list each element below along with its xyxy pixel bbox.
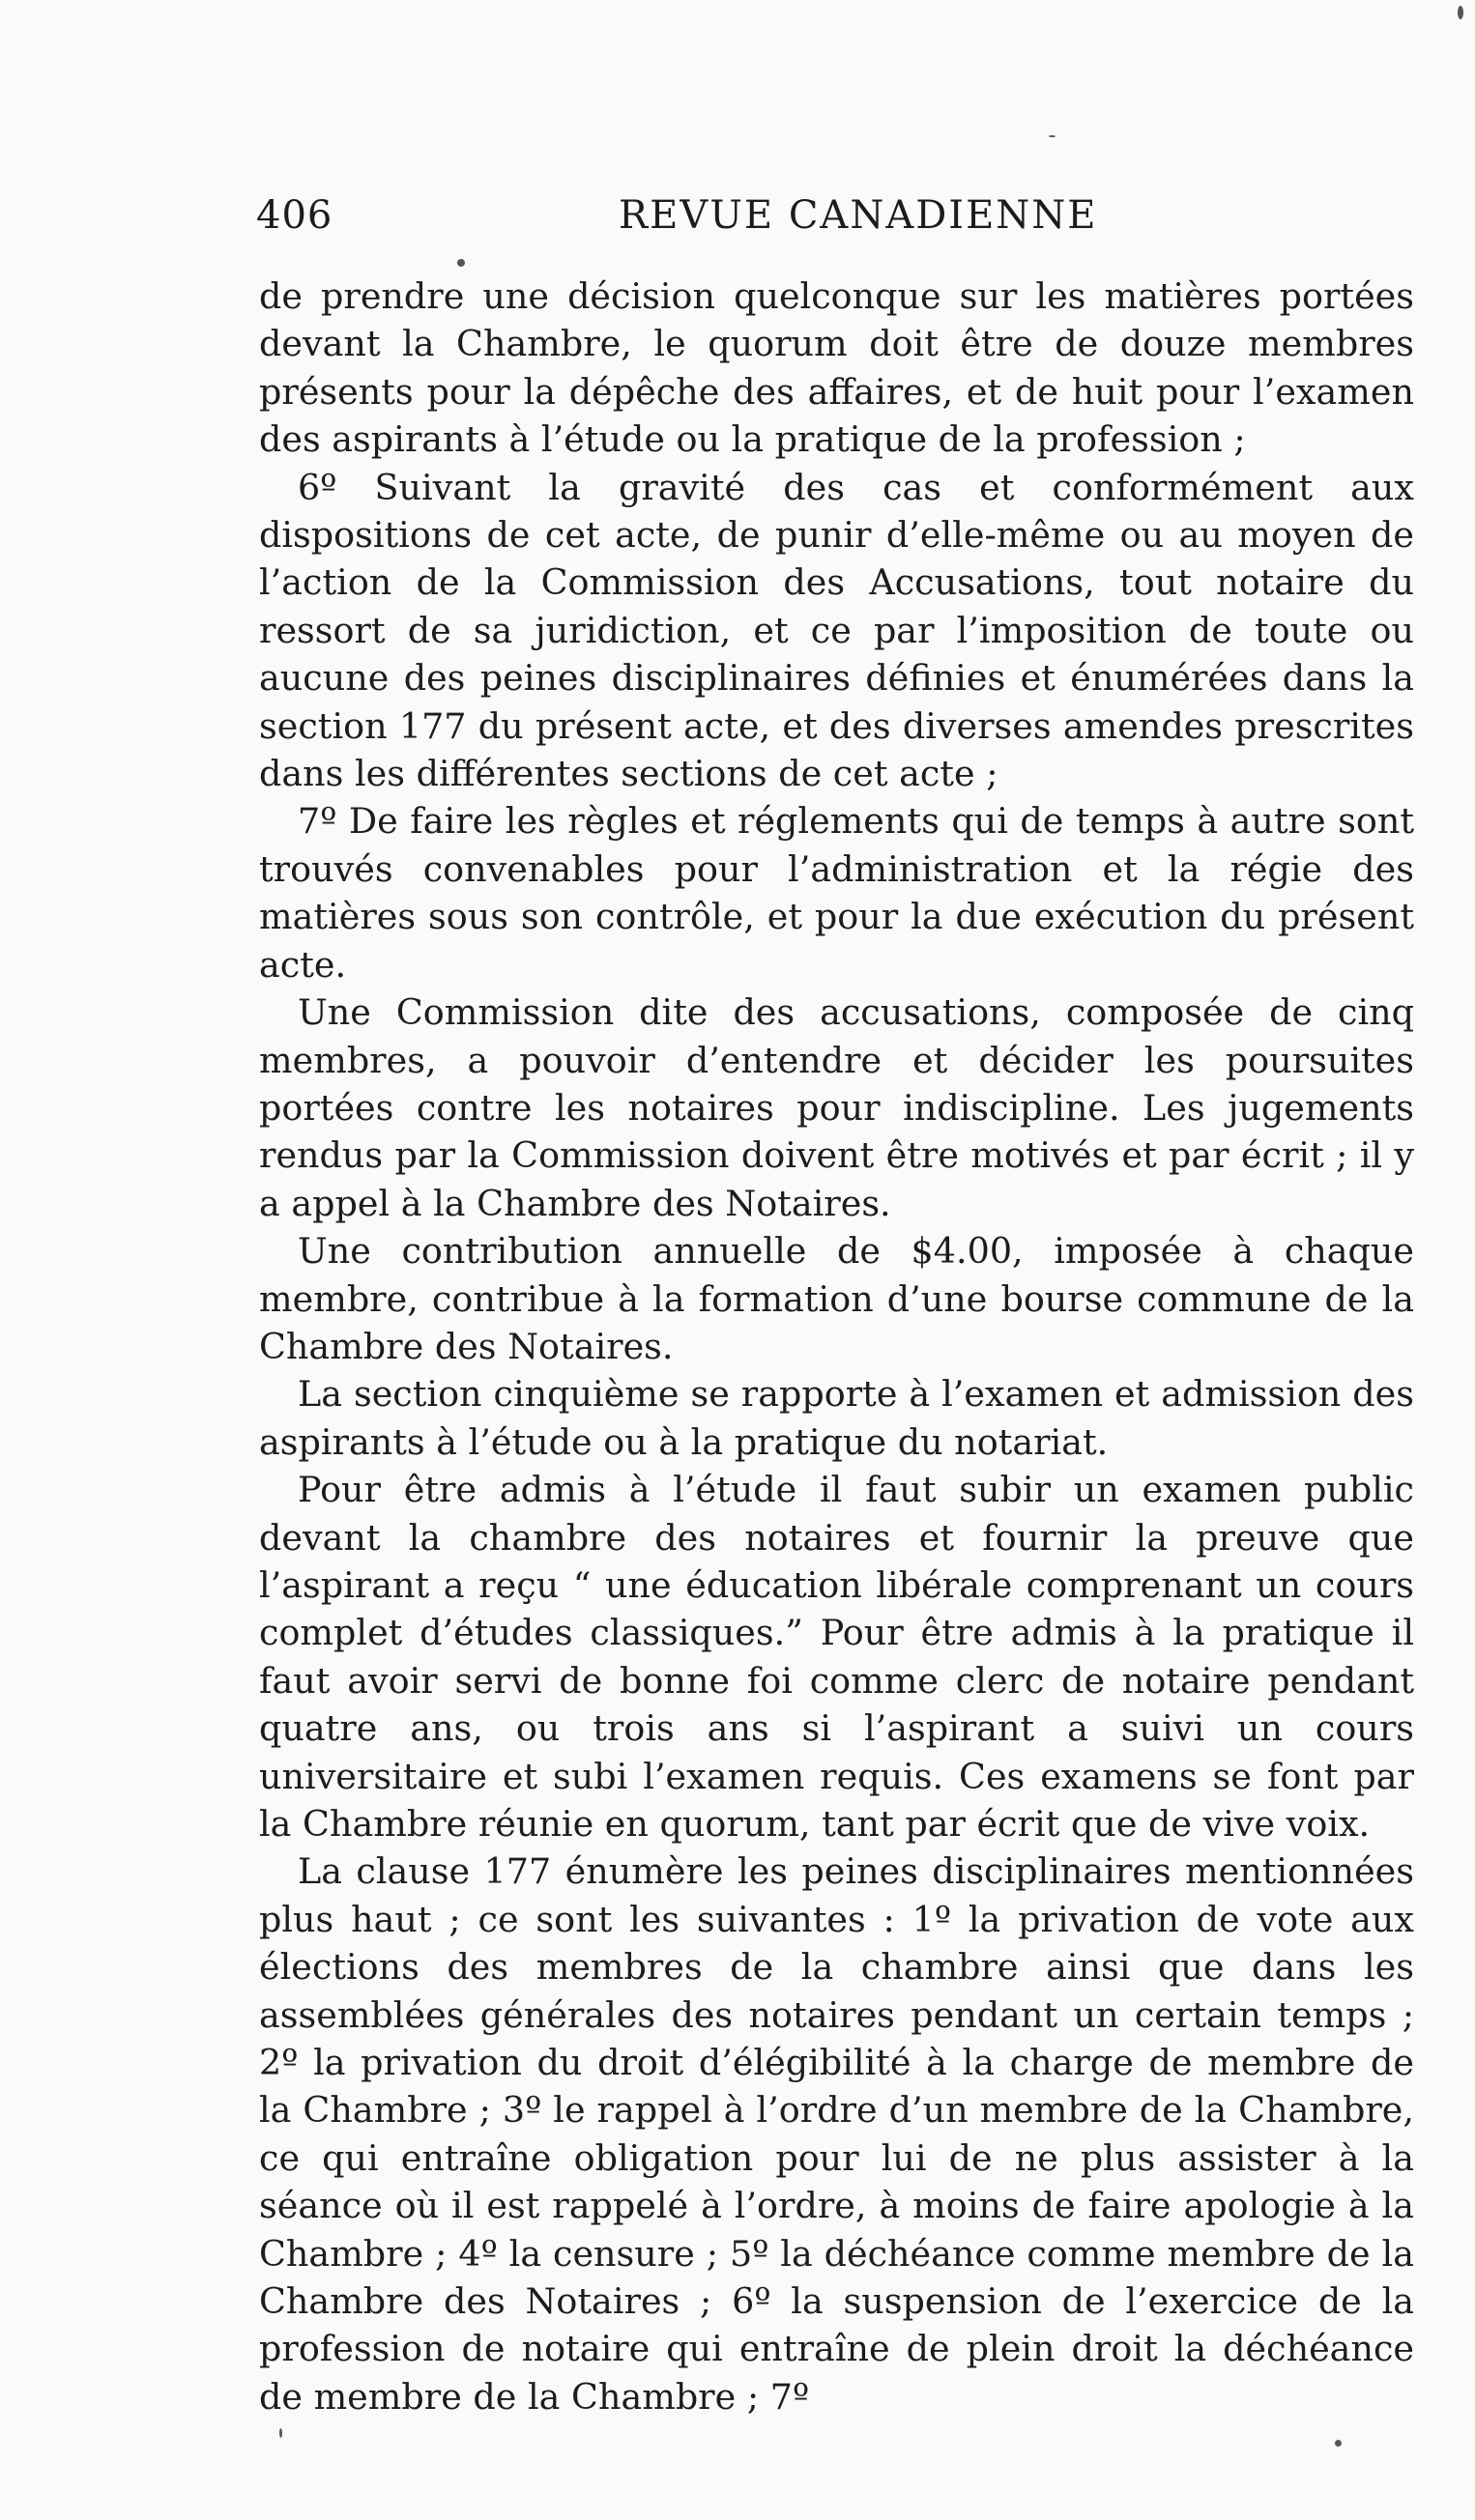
scan-speck <box>279 2428 282 2438</box>
paragraph-section-five: La section cinquième se rapporte à l’examen et admission des aspirants à l’étude ou à la pratique du notariat. <box>259 1373 1414 1463</box>
running-title: REVUE CANADIENNE <box>619 193 1098 238</box>
paragraph-contribution: Une contribution annuelle de $4.00, imposée à chaque membre, contribue à la formation d’une bourse commune de la Chambre des Notaires. <box>259 1230 1414 1367</box>
scan-speck <box>1458 6 1463 19</box>
scan-speck <box>457 259 465 267</box>
paragraph-admission: Pour être admis à l’étude il faut subir un examen public devant la chambre des notaires et fournir la preuve que l’aspirant a reçu “ une éducation libérale comprenant un cours complet d’études classiques.” Pour être admis à la pratique il faut avoir servi de bonne foi comme clerc de notaire pendant quatre ans, ou trois ans si l’aspirant a suivi un cours universitaire et subi l’examen requis. Ces examens se font par la Chambre réunie en quorum, tant par écrit que de vive voix. <box>259 1469 1414 1845</box>
paragraph-commission: Une Commission dite des accusations, composée de cinq membres, a pouvoir d’entendre et décider les poursuites portées contre les notaires pour indiscipline. Les jugements rendus par la Commission doivent être motivés et par écrit ; il y a appel à la Chambre des Notaires. <box>259 991 1414 1224</box>
page-number: 406 <box>256 193 333 238</box>
paragraph-item-6: 6º Suivant la gravité des cas et conformément aux dispositions de cet acte, de punir d’elle-même ou au moyen de l’action de la Commission des Accusations, tout notaire du ressort de sa juridiction, et ce par l’imposition de toute ou aucune des peines disciplinaires définies et énumérées dans la section 177 du présent acte, et des diverses amendes prescrites dans les différentes sections de cet acte ; <box>259 466 1414 795</box>
body-text <box>259 272 1414 2420</box>
scan-speck <box>1335 2440 1342 2447</box>
page-header <box>256 193 1426 251</box>
paragraph-quorum: de prendre une décision quelconque sur les matières portées devant la Chambre, le quorum doit être de douze membres présents pour la dépêche des affaires, et de huit pour l’examen des aspirants à l’étude ou la pratique de la profession ; <box>259 275 1414 461</box>
paragraph-clause-177: La clause 177 énumère les peines disciplinaires mentionnées plus haut ; ce sont les suivantes : 1º la privation de vote aux élections des membres de la chambre ainsi que dans les assemblées générales des notaires pendant un certain temps ; 2º la privation du droit d’élégibilité à la charge de membre de la Chambre ; 3º le rappel à l’ordre d’un membre de la Chambre, ce qui entraîne obligation pour lui de ne plus assister à la séance où il est rappelé à l’ordre, à moins de faire apologie à la Chambre ; 4º la censure ; 5º la déchéance comme membre de la Chambre des Notaires ; 6º la suspension de l’exercice de la profession de notaire qui entraîne de plein droit la déchéance de membre de la Chambre ; 7º <box>259 1850 1414 2418</box>
scan-speck <box>1049 135 1056 137</box>
paragraph-item-7: 7º De faire les règles et réglements qui de temps à autre sont trouvés convenables pour l’administration et la régie des matières sous son contrôle, et pour la due exécution du présent acte. <box>259 800 1414 986</box>
